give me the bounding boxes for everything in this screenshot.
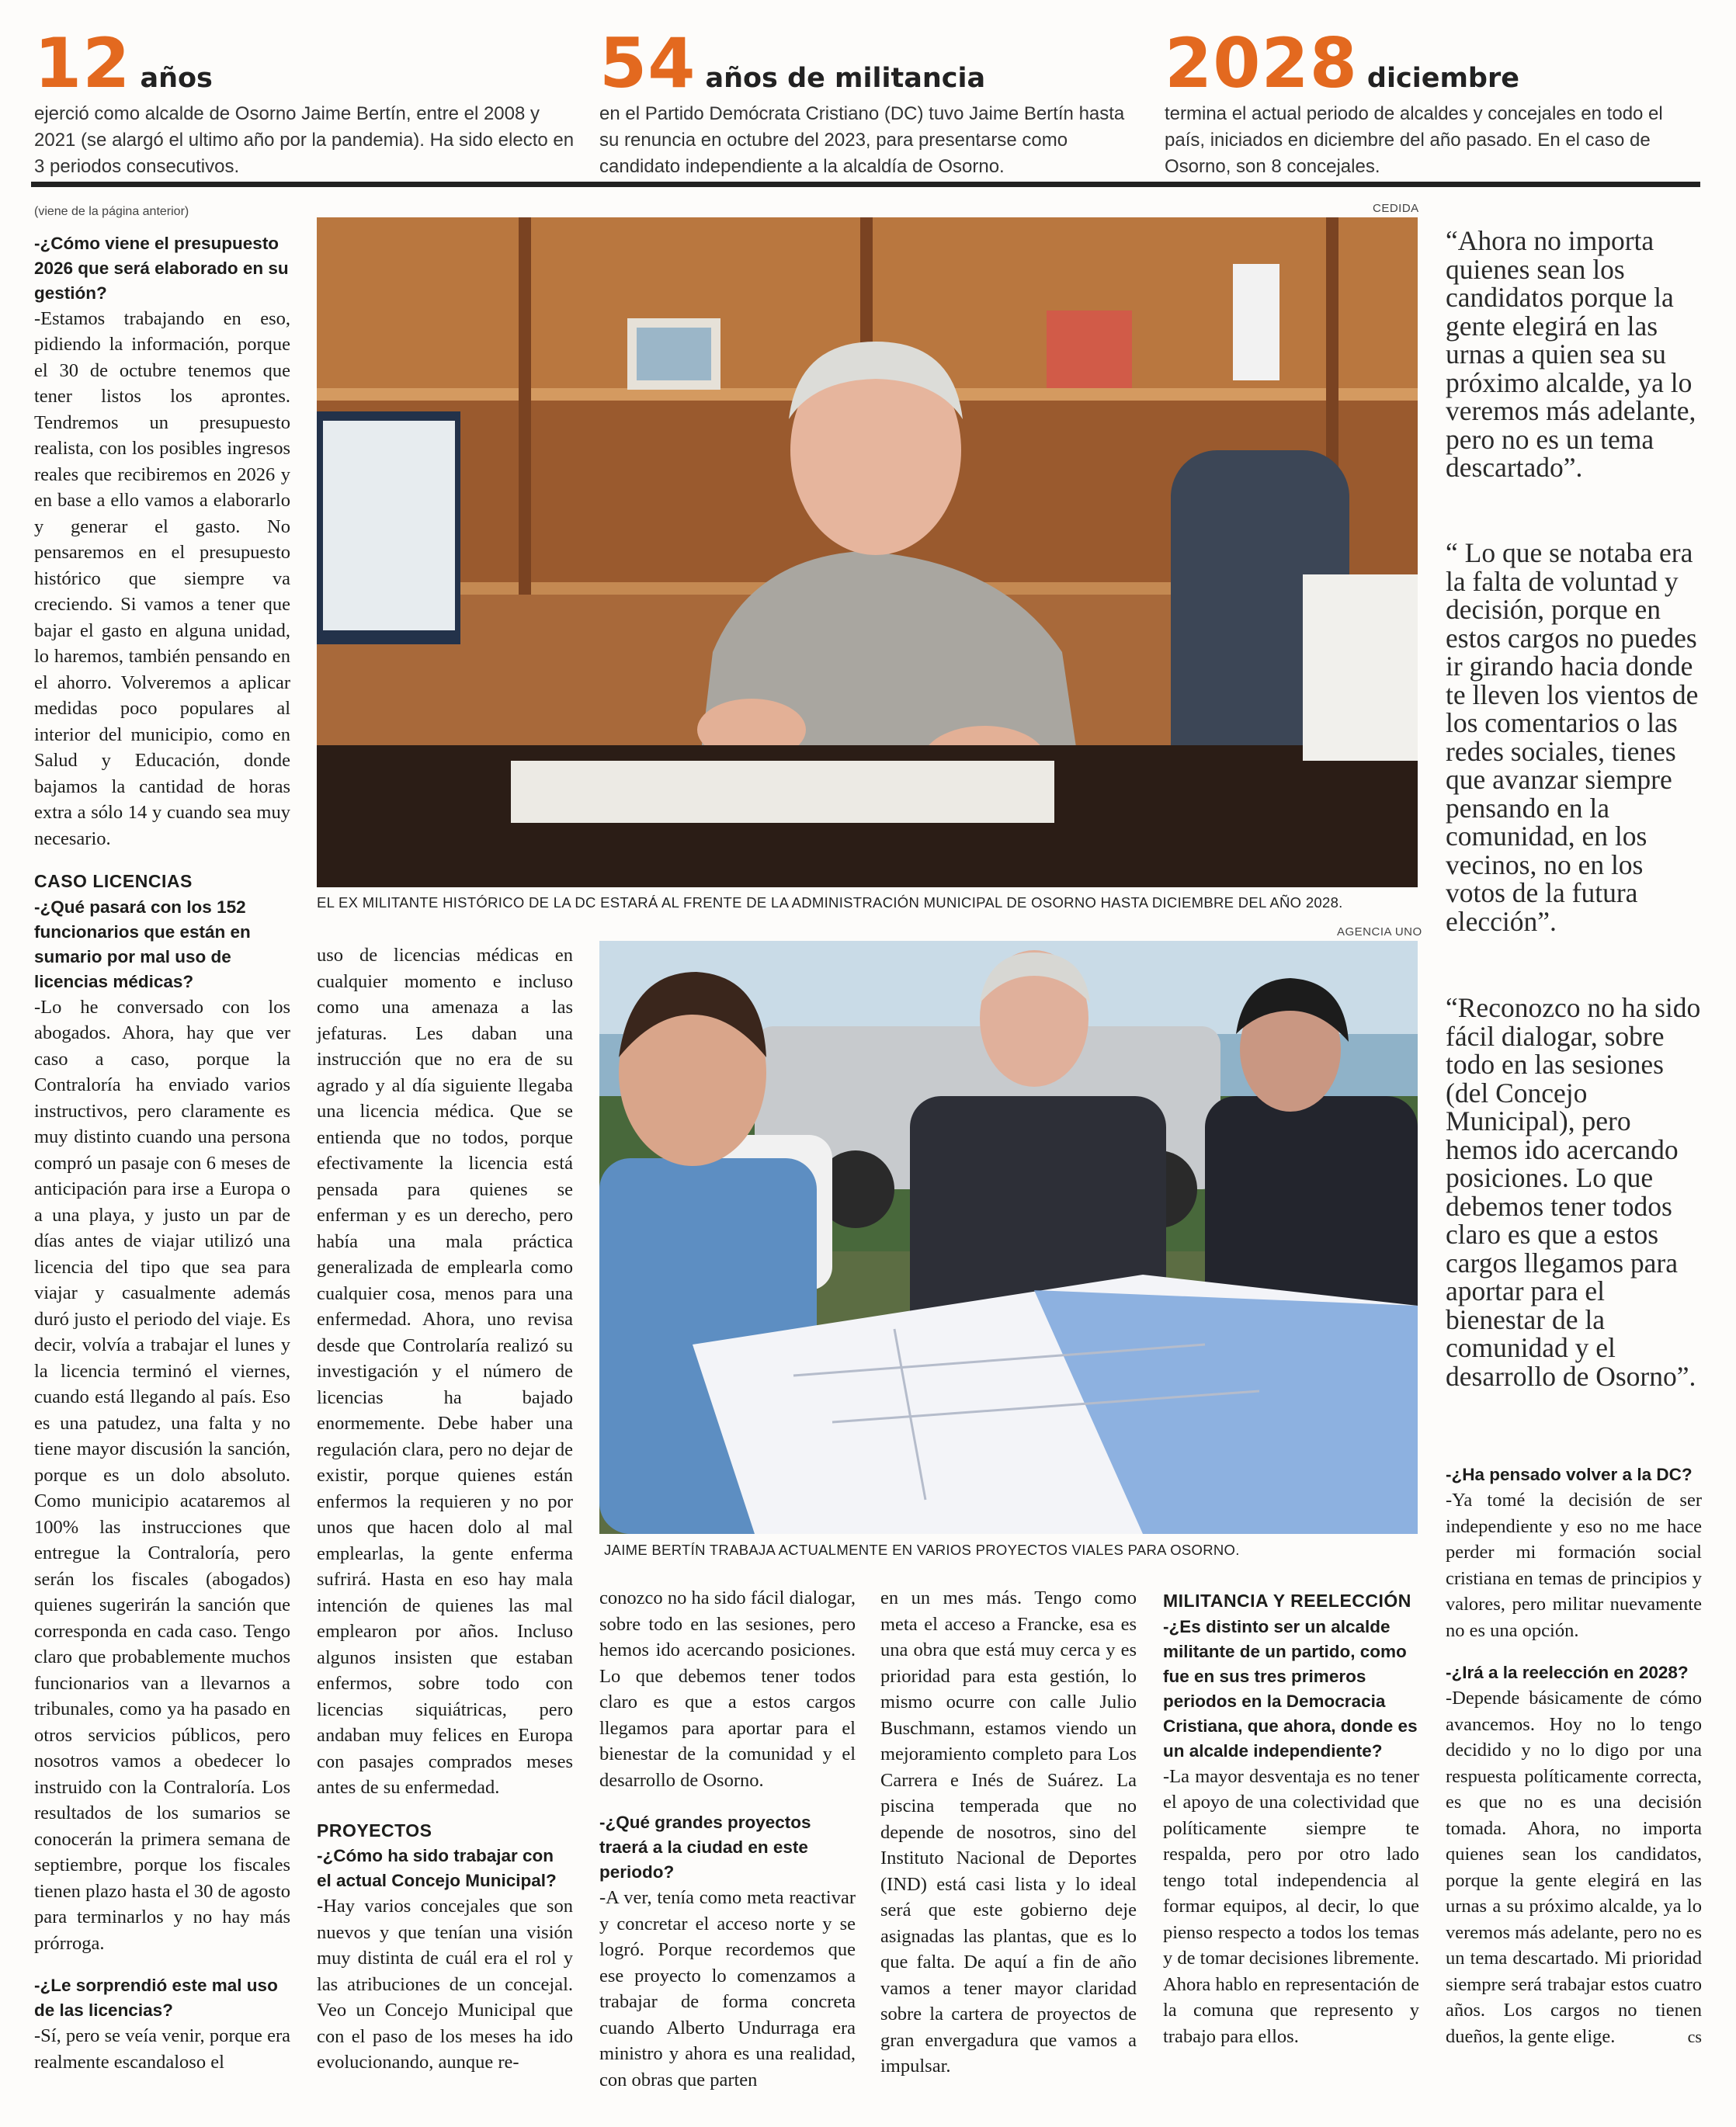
section-heading: PROYECTOS	[317, 1820, 432, 1841]
stat-number: 12	[34, 23, 131, 103]
stat-label: diciembre	[1366, 63, 1519, 94]
end-mark-icon: cs	[1687, 2026, 1702, 2046]
stat-description: en el Partido Demócrata Cristiano (DC) tuvo Jaime Bertín hasta su renuncia en octubre del 2023, para presentarse como candidato independiente a la alcaldía de Osorno.	[599, 103, 1125, 177]
photo-credit: AGENCIA UNO	[1337, 925, 1422, 939]
pull-quote: “ Lo que se notaba era la falta de voluntad y decisión, porque en estos cargos no puedes ir girando hacia donde te lleven los vientos de los comentarios o las redes sociales, tienes que avanzar siempre pensando en la comunidad, en los vecinos, no en los votos de la futura elección”.	[1446, 537, 1699, 937]
section-heading: MILITANCIA Y REELECCIÓN	[1163, 1591, 1411, 1611]
stat-number: 2028	[1165, 23, 1358, 103]
answer: uso de licencias médicas en cualquier momento e incluso como una amenaza a las jefaturas. Les daban una instrucción que no era de su agrado y al día siguiente llegaba una licencia médica. Que se entienda que no todos, porque efectivamente la licencia está pensada para quienes se enferman y es un derecho, pero había una mala práctica generalizada de emplearla como cualquier cosa, menos para una enfermedad. Ahora, uno revisa desde que Controlaría realizó su investigación y el número de licencias ha bajado enormemente. Debe haber una regulación clara, pero no dejar de existir, porque quienes están enfermos la requieren y no por unos que hacen dolo al mal emplearlas, la gente enferma sufrirá. Hasta en eso hay mala intención de quienes las mal emplearon por años. Incluso algunos insisten que estaban enfermos, sobre todo con licencias siquiátricas, pero andaban muy felices en Europa con pasajes comprados meses antes de su enfermedad.	[317, 945, 573, 1798]
question: -¿Le sorprendió este mal uso de las licencias?	[34, 1976, 278, 2020]
stat-description: ejerció como alcalde de Osorno Jaime Bertín, entre el 2008 y 2021 (se alargó el ultimo año por la pandemia). Ha sido electo en 3 periodos consecutivos.	[34, 103, 575, 177]
continued-note: (viene de la página anterior)	[34, 205, 189, 218]
answer: -A ver, tenía como meta reactivar y concretar el acceso norte y se logró. Porque recordemos que ese proyecto lo comenzamos a trabajar de forma concreta cuando Alberto Undurraga era ministro y ahora es una realidad, con obras que parten	[599, 1887, 856, 2091]
question: -¿Qué grandes proyectos traerá a la ciudad en este periodo?	[599, 1813, 811, 1882]
answer: -Estamos trabajando en eso, pidiendo la información, porque el 30 de octubre tenemos que tener listos los aprontes. Tendremos un presupuesto realista, con los posibles ingresos reales que recibiremos en 2026 y en base a ello vamos a elaborarlo y generar el gasto. No pensaremos en el presupuesto histórico que siempre va creciendo. Si vamos a tener que bajar el gasto en alguna unidad, lo haremos, también pensando en el ahorro. Volveremos a aplicar medidas poco populares al interior del municipio, como en Salud y Educación, donde bajamos la cantidad de horas extra a sólo 14 y cuando sea muy necesario.	[34, 307, 290, 849]
answer: conozco no ha sido fácil dialogar, sobre todo en las sesiones, pero hemos ido acercando posiciones. Lo que debemos tener todos claro es que a estos cargos llegamos para aportar para el bienestar de la comunidad y el desarrollo de Osorno.	[599, 1587, 856, 1791]
photo-caption: JAIME BERTÍN TRABAJA ACTUALMENTE EN VARIOS PROYECTOS VIALES PARA OSORNO.	[604, 1542, 1240, 1558]
answer: -Lo he conversado con los abogados. Ahora, hay que ver caso a caso, porque la Contraloría ha enviado varios instructivos, pero claramente es muy distinto cuando una persona compró un pasaje con 6 meses de anticipación para irse a Europa o a una playa, y justo un par de días antes de viajar utilizó una licencia del tipo que sea para viajar y casualmente además duró justo el periodo del viaje. Es decir, volvía a trabajar el lunes y la licencia terminó el viernes, cuando está llegando al país. Eso es una patudez, una falta y no tiene mayor discusión la sanción, porque es un dolo absoluto. Como municipio acataremos al 100% las instrucciones que entregue la Contraloría, pero serán los fiscales (abogados) quienes sugerirán la sanción que corresponda en cada caso. Tengo claro que probablemente muchos funcionarios van a llevarnos a tribunales, como ya ha pasado en otros servicios públicos, pero nosotros vamos a obedecer lo instruido con la Contraloría. Los resultados de los sumarios se conocerán la primera semana de septiembre, porque los fiscales tienen plazo hasta el 30 de agosto para terminarlos y no hay más prórroga.	[34, 996, 290, 1954]
photo-mayor-office	[317, 217, 1418, 887]
column-2	[317, 942, 573, 2076]
question: -¿Irá a la reelección en 2028?	[1446, 1663, 1689, 1682]
column-5	[1163, 1581, 1419, 2049]
question: -¿Qué pasará con los 152 funcionarios que están en sumario por mal uso de licencias médicas?	[34, 897, 251, 991]
answer: -Sí, pero se veía venir, porque era realmente escandaloso el	[34, 2025, 290, 2073]
section-heading: CASO LICENCIAS	[34, 871, 193, 891]
stat-years-militancy	[599, 23, 1143, 177]
question: -¿Es distinto ser un alcalde militante de un partido, como fue en sus tres primeros periodos en la Democracia Cristiana, que ahora, donde es un alcalde independiente?	[1163, 1616, 1418, 1761]
photo-mayor-street	[599, 941, 1418, 1534]
column-6	[1446, 1463, 1702, 2049]
stat-term-end	[1165, 23, 1700, 177]
column-3	[599, 1585, 856, 2093]
answer	[1446, 1685, 1702, 2049]
answer: -Ya tomé la decisión de ser independiente y eso no me hace perder mi formación social cristiana en temas de principios y valores, pero militar nuevamente no es una opción.	[1446, 1490, 1702, 1641]
stat-label: años	[140, 63, 213, 94]
column-4	[880, 1585, 1137, 2080]
stat-description: termina el actual periodo de alcaldes y concejales en todo el país, iniciados en diciembre del año pasado. En el caso de Osorno, son 8 concejales.	[1165, 103, 1663, 177]
photo-caption: EL EX MILITANTE HISTÓRICO DE LA DC ESTARÁ AL FRENTE DE LA ADMINISTRACIÓN MUNICIPAL DE OSORNO HASTA DICIEMBRE DEL AÑO 2028.	[317, 894, 1343, 911]
answer: -La mayor desventaja es no tener el apoyo de una colectividad que políticamente siempre te respalda, pero por otro lado tengo total independencia al formar equipos, al decir, lo que pienso respecto a todos los temas y de tomar decisiones libremente. Ahora hablo en representación de la comuna que represento y trabajo para ellos.	[1163, 1765, 1419, 2047]
stat-label: años de militancia	[705, 63, 986, 94]
photo-credit: CEDIDA	[1373, 202, 1419, 215]
question: -¿Ha pensado volver a la DC?	[1446, 1465, 1693, 1484]
pull-quote: “Ahora no importa quienes sean los candidatos porque la gente elegirá en las urnas a quien sea su próximo alcalde, ya lo veremos más adelante, pero no es un tema descartado”.	[1446, 225, 1696, 483]
pull-quote: “Reconozco no ha sido fácil dialogar, sobre todo en las sesiones (del Concejo Municipal), pero hemos ido acercando posiciones. Lo que debemos tener todos claro es que a estos cargos llegamos para aportar para el bienestar de la comunidad y el desarrollo de Osorno”.	[1446, 992, 1701, 1392]
question: -¿Cómo viene el presupuesto 2026 que será elaborado en su gestión?	[34, 233, 289, 303]
answer-text: -Depende básicamente de cómo avancemos. Hoy no lo tengo decidido y no lo digo por una respuesta políticamente correcta, es que no es una decisión tomada. Ahora, no importa quienes sean los candidatos, porque la gente elegirá en las urnas a su próximo alcalde, ya lo veremos más adelante, pero no es un tema descartado. Mi prioridad siempre será trabajar estos cuatro años. Los cargos no tienen dueños, la gente elige.	[1446, 1688, 1702, 2047]
answer: en un mes más. Tengo como meta el acceso a Francke, esa es una obra que está muy cerca y es prioridad para esta gestión, lo mismo ocurre con calle Julio Buschmann, estamos viendo un mejoramiento completo para Los Carrera e Inés de Suárez. La piscina temperada que no depende de nosotros, sino del Instituto Nacional de Deportes (IND) está casi lista y lo ideal será que este gobierno deje asignadas las plantas, que es lo que falta. De aquí a fin de año vamos a tener mayor claridad sobre la cartera de proyectos de gran envergadura que vamos a impulsar.	[880, 1587, 1137, 2077]
stat-number: 54	[599, 23, 696, 103]
top-divider	[31, 182, 1700, 187]
answer: -Hay varios concejales que son nuevos y que tenían una visión muy distinta de cuál era el rol y las atribuciones de un concejal. Veo un Concejo Municipal que con el paso de los meses ha ido evolucionando, aunque re-	[317, 1896, 573, 2073]
stat-years-mayor	[34, 23, 578, 177]
question: -¿Cómo ha sido trabajar con el actual Concejo Municipal?	[317, 1846, 557, 1890]
column-1	[34, 199, 290, 2075]
